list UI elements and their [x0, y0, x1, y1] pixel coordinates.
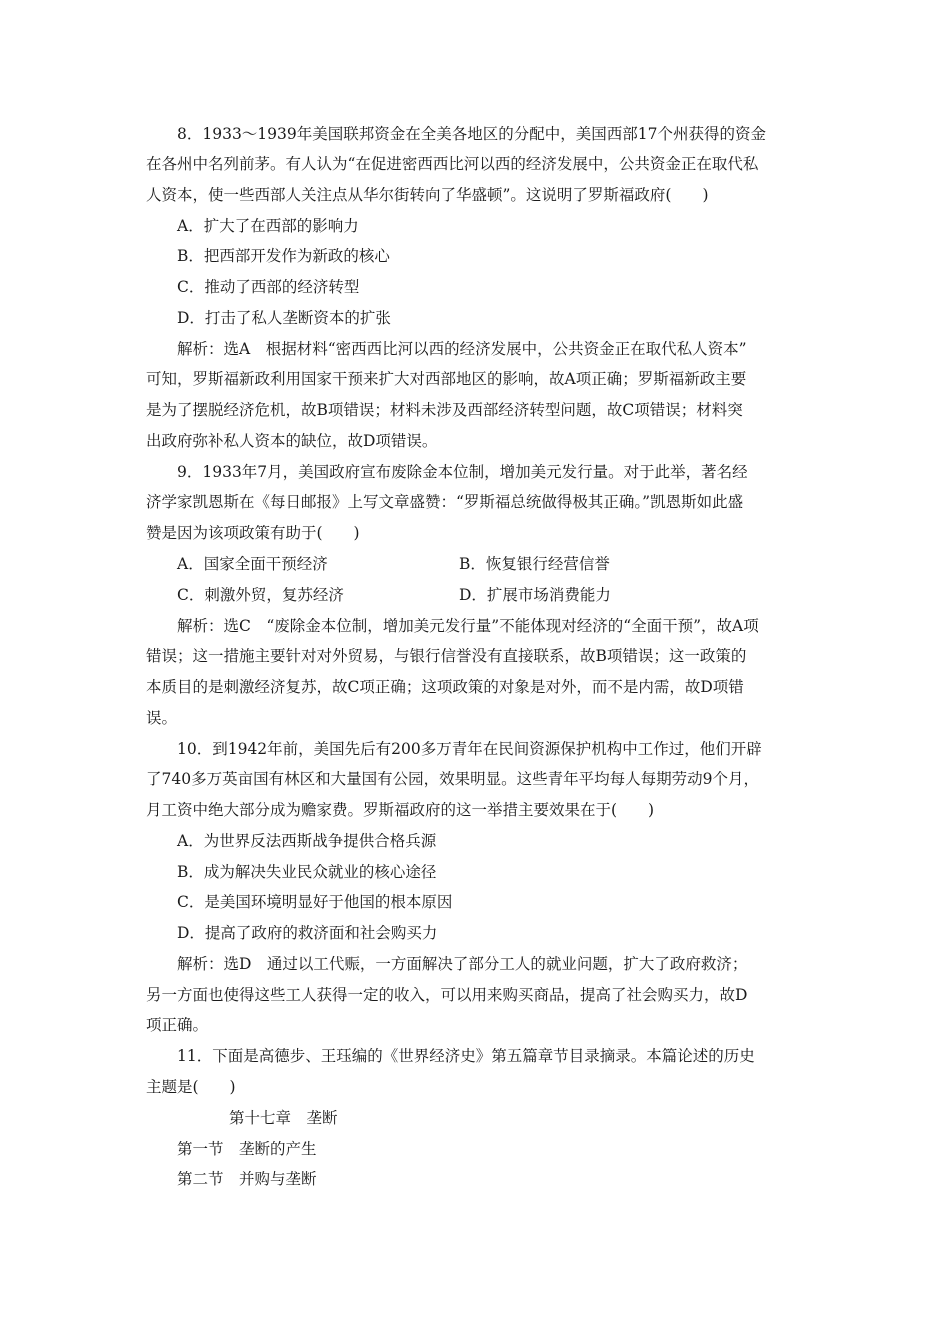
- q9-options-row-1: [177, 550, 827, 578]
- q8-option-d: D．打击了私人垄断资本的扩张: [177, 309, 391, 327]
- q8-option-a: A．扩大了在西部的影响力: [177, 217, 359, 235]
- q8-analysis-line: 出政府弥补私人资本的缺位，故D项错误。: [146, 432, 438, 450]
- q10-option-a: A．为世界反法西斯战争提供合格兵源: [177, 832, 437, 850]
- q10-option-c: C．是美国环境明显好于他国的根本原因: [177, 893, 453, 911]
- q10-analysis-line: 解析：选D 通过以工代赈，一方面解决了部分工人的就业问题，扩大了政府救济；: [177, 955, 748, 973]
- q8-stem-line: 人资本，使一些西部人关注点从华尔街转向了华盛顿”。这说明了罗斯福政府( ): [146, 186, 709, 204]
- q11-chapter-title: 第十七章 垄断: [229, 1109, 338, 1127]
- q8-stem-line: 8．1933～1939年美国联邦资金在全美各地区的分配中，美国西部17个州获得的资金: [177, 125, 766, 143]
- q9-analysis-line: 误。: [146, 709, 178, 727]
- q10-option-d: D．提高了政府的救济面和社会购买力: [177, 924, 438, 942]
- q8-analysis-line: 可知，罗斯福新政利用国家干预来扩大对西部地区的影响，故A项正确；罗斯福新政主要: [146, 370, 747, 388]
- q10-stem-line: 月工资中绝大部分成为赡家费。罗斯福政府的这一举措主要效果在于( ): [146, 801, 655, 819]
- q9-analysis-line: 解析：选C “废除金本位制，增加美元发行量”不能体现对经济的“全面干预”，故A项: [177, 617, 759, 635]
- q10-stem-line: 10．到1942年前，美国先后有200多万青年在民间资源保护机构中工作过，他们开辟: [177, 740, 762, 758]
- q8-stem-line: 在各州中名列前茅。有人认为“在促进密西西比河以西的经济发展中，公共资金正在取代私: [146, 155, 759, 173]
- q9-stem-line: 9．1933年7月，美国政府宣布废除金本位制，增加美元发行量。对于此举，著名经: [177, 463, 748, 481]
- q9-analysis-line: 错误；这一措施主要针对对外贸易，与银行信誉没有直接联系，故B项错误；这一政策的: [146, 647, 747, 665]
- q11-stem-line: 11．下面是高德步、王珏编的《世界经济史》第五篇章节目录摘录。本篇论述的历史: [177, 1047, 755, 1065]
- q8-analysis-line: 解析：选A 根据材料“密西西比河以西的经济发展中，公共资金正在取代私人资本”: [177, 340, 747, 358]
- q8-analysis-line: 是为了摆脱经济危机，故B项错误；材料未涉及西部经济转型问题，故C项错误；材料突: [146, 401, 743, 419]
- q10-analysis-line: 另一方面也使得这些工人获得一定的收入，可以用来购买商品，提高了社会购买力，故D: [146, 986, 748, 1004]
- q10-stem-line: 了740多万英亩国有林区和大量国有公园，效果明显。这些青年平均每人每期劳动9个月，: [146, 770, 759, 788]
- q10-option-b: B．成为解决失业民众就业的核心途径: [177, 863, 437, 881]
- q8-option-c: C．推动了西部的经济转型: [177, 278, 360, 296]
- q9-option-a: A．国家全面干预经济: [177, 555, 328, 573]
- q9-option-b: B．恢复银行经营信誉: [459, 555, 610, 573]
- q9-options-row-2: [177, 581, 827, 609]
- q10-analysis-line: 项正确。: [146, 1016, 209, 1034]
- q9-stem-line: 济学家凯恩斯在《每日邮报》上写文章盛赞：“罗斯福总统做得极其正确。”凯恩斯如此盛: [146, 493, 744, 511]
- q9-stem-line: 赞是因为该项政策有助于( ): [146, 524, 360, 542]
- q11-section: 第一节 垄断的产生: [177, 1140, 317, 1158]
- q9-option-d: D．扩展市场消费能力: [459, 586, 611, 604]
- q11-stem-line: 主题是( ): [146, 1078, 236, 1096]
- q11-section: 第二节 并购与垄断: [177, 1170, 317, 1188]
- q9-analysis-line: 本质目的是刺激经济复苏，故C项正确；这项政策的对象是对外，而不是内需，故D项错: [146, 678, 744, 696]
- q8-option-b: B．把西部开发作为新政的核心: [177, 247, 390, 265]
- q9-option-c: C．刺激外贸，复苏经济: [177, 586, 344, 604]
